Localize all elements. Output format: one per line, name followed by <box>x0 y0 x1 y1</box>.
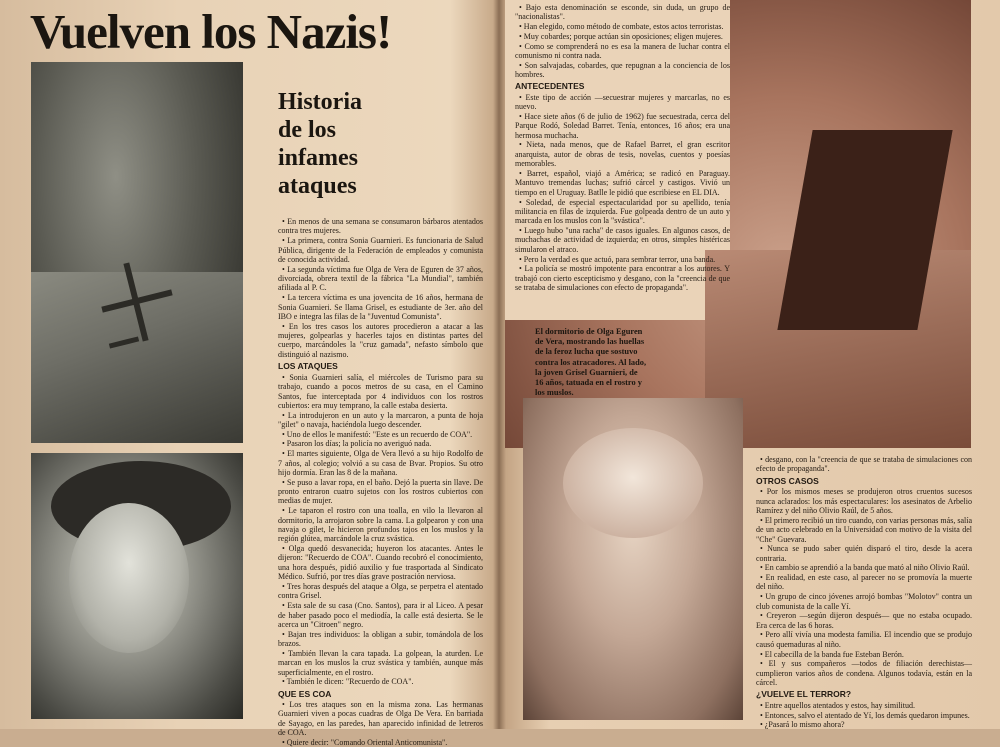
paragraph: • La segunda víctima fue Olga de Vera de Eguren de 37 años, divorciada, obrera textil de la fábrica "La Mundial", también afiliada al P. C. <box>278 264 483 293</box>
subheadline-line: infames <box>278 145 358 171</box>
paragraph: • Entonces, salvo el atentado de Yí, los demás quedaron impunes. <box>760 710 970 720</box>
paragraph: • Sonia Guarnieri salía, el miércoles de Turismo para su trabajo, cuando a pocos metros de su casa, en el Camino Santos, fue interceptada por 4 individuos con los rostros cubiertos: era muy temprano, la calle estaba desierta. <box>278 372 483 410</box>
paragraph: • El y sus compañeros —todos de filiación derechistas— cumplieron varios años de condena. Algunos todavía, están en la cárcel. <box>756 659 972 688</box>
paragraph: • La primera, contra Sonia Guarnieri. Es funcionaria de Salud Pública, dirigente de la Federación de empleados y comunista de conocida actividad. <box>278 236 483 264</box>
section-heading: OTROS CASOS <box>756 475 819 486</box>
paragraph: • Bajan tres individuos: la obligan a subir, tomándola de los brazos. <box>278 629 483 649</box>
paragraph: • Barret, español, viajó a América; se radicó en Paraguay. Mantuvo tremendas luchas; sufrió cárcel y castigos. Vivió un tiempo en el Uruguay. Batlle le pidió que escribiese en EL DIA. <box>515 168 730 197</box>
photo-marked-body <box>31 62 243 443</box>
paragraph: • Soledad, de especial espectacularidad por su apellido, tenía militancia en filas de izquierda. Fue golpeada dentro de un auto y marcada en los muslos con la "svástica". <box>515 197 730 226</box>
headline: Vuelven los Nazis! <box>30 4 392 59</box>
paragraph: • También llevan la cara tapada. La golpean, la aturden. Le marcan en los muslos la cruz svástica y también, aunque más superficialmente, en el rostro. <box>278 648 483 677</box>
paragraph: • ¿Pasará lo mismo ahora? <box>760 720 845 730</box>
paragraph: • Un grupo de cinco jóvenes arrojó bombas "Molotov" contra un club comunista de la calle Yí. <box>756 592 972 611</box>
paragraph: • Pero allí vivía una modesta familia. El incendio que se produjo causó quemaduras al niño. <box>756 630 972 649</box>
paragraph: • En realidad, en este caso, al parecer no se promovía la muerte del niño. <box>756 573 972 592</box>
paragraph: • Este tipo de acción —secuestrar mujeres y marcarlas, no es nuevo. <box>515 92 730 112</box>
paragraph: • Tres horas después del ataque a Olga, se perpetra el atentado contra Grisel. <box>278 582 483 601</box>
paragraph: • Los tres ataques son en la misma zona. Las hermanas Guarnieri viven a pocas cuadras de Olga De Vera. En barriada de Sayago, en las paredes, han aparecido infinidad de letreros de COA. <box>278 700 483 738</box>
article-column-2 <box>515 3 730 315</box>
paragraph: • El primero recibió un tiro cuando, con varias personas más, salía de un acto celebrado en la Universidad con motivo de la visita del "Che" Guevara. <box>756 515 972 544</box>
paragraph: • Entre aquellos atentados y estos, hay similitud. <box>760 700 915 710</box>
paragraph: • Uno de ellos le manifestó: "Este es un recuerdo de COA". <box>282 429 473 439</box>
paragraph: • Quiere decir: "Comando Oriental Anticomunista". <box>282 737 448 747</box>
section-heading: ¿VUELVE EL TERROR? <box>756 689 852 700</box>
paragraph: • desgano, con la "creencia de que se trataba de simulaciones con efecto de propaganda". <box>756 455 972 474</box>
paragraph: • Pero la verdad es que actuó, para sembrar terror, una banda. <box>519 254 716 264</box>
paragraph: • Olga quedó desvanecida; huyeron los atacantes. Antes le dijeron: "Recuerdo de COA". Cuando recobró el conocimiento, una hora después, pidió auxilio y fue trasportada al Sindicato Médico. Sufrió, por tres días grave postración nerviosa. <box>278 544 483 582</box>
paragraph: • Como se comprenderá no es esa la manera de luchar contra el comunismo ni contra nada. <box>515 41 730 60</box>
photo-caption: El dormitorio de Olga Eguren de Vera, mostrando las huellas de la feroz lucha que sostuvo contra los atracadores. Al lado, la joven Grisel Guarnieri, de 16 años, tatuada en el rostro y los muslos. <box>535 327 647 398</box>
paragraph: • En menos de una semana se consumaron bárbaros atentados contra tres mujeres. <box>278 217 483 236</box>
paragraph: • Le taparon el rostro con una toalla, en vilo la llevaron al dormitorio, la arrojaron sobre la cama. La golpearon y con una navaja o gilet, le hicieron profundos tajos en los muslos y la región glútea, marcándole la cruz svástica. <box>278 506 483 544</box>
subheadline-line: ataques <box>278 173 357 199</box>
paragraph: • En cambio se aprendió a la banda que mató al niño Olivio Raúl. <box>760 563 970 573</box>
paragraph: • Esta sale de su casa (Cno. Santos), para ir al Liceo. A pesar de haber pasado poco el mediodía, la calle está desierta. Se le acerca un "Citroen" negro. <box>278 601 483 629</box>
paragraph: • Pasaron los días; la policía no averiguó nada. <box>282 439 432 449</box>
paragraph: • Han elegido, como método de combate, estos actos terroristas. <box>519 22 724 32</box>
article-column-1 <box>278 217 483 747</box>
paragraph: • Por los mismos meses se produjeron otros cruentos sucesos nunca aclarados: los más espectaculares: los asesinatos de Arbelio Ramírez y del niño Olivio Raúl, de 5 años. <box>756 487 972 516</box>
paragraph: • Nunca se pudo saber quién disparó el tiro, desde la acera contraria. <box>756 544 972 563</box>
paragraph: • Luego hubo "una racha" de casos iguales. En algunos casos, de muchachas de actividad de izquierda; en otros, simples histéricas simularon el atraco. <box>515 226 730 254</box>
paragraph: • Bajo esta denominación se esconde, sin duda, un grupo de "nacionalistas". <box>515 3 730 22</box>
subheadline <box>278 88 468 200</box>
paragraph: • Se puso a lavar ropa, en el baño. Dejó la puerta sin llave. De pronto entraron cuatro sujetos con los rostros cubiertos con medias de mujer. <box>278 477 483 506</box>
section-heading: ANTECEDENTES <box>515 81 585 92</box>
paragraph: • También le dicen: "Recuerdo de COA". <box>282 677 414 687</box>
paragraph: • En los tres casos los autores procedieron a atacar a las mujeres, golpearlas y hacerles tajos en distintas partes del cuerpo, marcándoles la "cruz gamada", nefasto símbolo que distinguió al nazismo. <box>278 321 483 359</box>
paragraph: • Son salvajadas, cobardes, que repugnan a la conciencia de los hombres. <box>515 60 730 80</box>
photo-grisel-face <box>523 398 743 720</box>
photo-woman-face <box>31 453 243 719</box>
article-column-3 <box>756 455 972 730</box>
paragraph: • Nieta, nada menos, que de Rafael Barret, el gran escritor anarquista, autor de obras de tesis, novelas, cuentos y poesías memorables. <box>515 140 730 169</box>
photo-face <box>69 503 189 653</box>
paragraph: • Hace siete años (6 de julio de 1962) fue secuestrada, cerca del Parque Rodó, Soledad Barret. Tenía, entonces, 16 años; era una hermosa muchacha. <box>515 111 730 140</box>
paragraph: • La policía se mostró impotente para encontrar a los autores. Y trabajó con cierto escepticismo y desgano, con la "creencia de que se trataba de simulaciones con efecto de propaganda". <box>515 264 730 293</box>
section-heading: QUE ES COA <box>278 688 332 699</box>
photo-face-bandaged <box>563 428 703 538</box>
paragraph: • El cabecilla de la banda fue Esteban Berón. <box>760 649 904 659</box>
paragraph: • Creyeron —según dijeron después— que no estaba ocupado. Era cerca de las 6 horas. <box>756 611 972 630</box>
section-heading: LOS ATAQUES <box>278 361 338 372</box>
paragraph: • El martes siguiente, Olga de Vera llevó a su hijo Rodolfo de 7 años, al colegio; volvió a su casa de Bvar. Propios. Su otro hijo dormía. Eran las 8 de la mañana. <box>278 449 483 477</box>
subheadline-line: Historia <box>278 89 362 115</box>
paragraph: • La introdujeron en un auto y la marcaron, a punta de hoja "gilet" o navaja, haciéndola luego descender. <box>278 410 483 430</box>
subheadline-line: de los <box>278 117 337 143</box>
paragraph: • Muy cobardes; porque actúan sin oposiciones; eligen mujeres. <box>519 31 723 41</box>
paragraph: • La tercera víctima es una jovencita de 16 años, hermana de Sonia Guarnieri. Se llama Grisel, es estudiante de 3er. año del IBO e integra las filas de la "Juventud Comunista". <box>278 293 483 321</box>
